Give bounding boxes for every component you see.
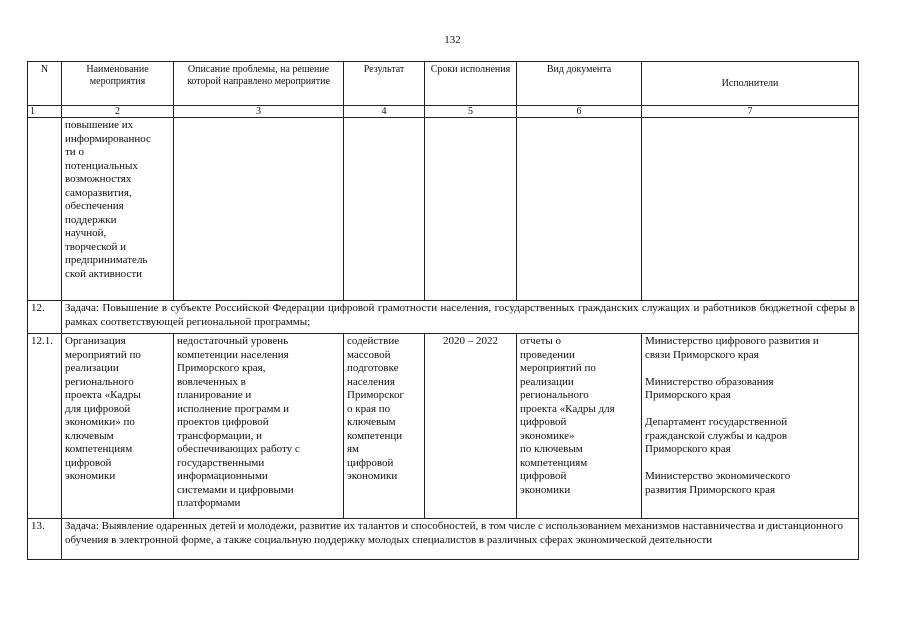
column-numbers-row — [28, 106, 859, 118]
header-executors: Исполнители — [642, 62, 859, 106]
task-13-num: 13. — [28, 519, 62, 560]
measures-table — [27, 61, 859, 560]
column-number: 5 — [425, 106, 517, 118]
task-row-12 — [28, 301, 859, 334]
table-row-12-1 — [28, 334, 859, 519]
table-row-continuation — [28, 118, 859, 301]
cont-result-cell — [344, 118, 425, 301]
column-number: 6 — [517, 106, 642, 118]
row-12-1-executors-cell — [642, 334, 859, 519]
row-12-1-name: Организация мероприятий по реализации регионального проекта «Кадры для цифровой экономики» по ключевым компетенциям цифровой экономики — [65, 335, 141, 482]
row-12-1-deadline: 2020 – 2022 — [425, 334, 517, 519]
column-number: 1 — [28, 106, 62, 118]
column-number: 2 — [62, 106, 174, 118]
row-12-1-result: содействие массовой подготовке населения Приморског о края по ключевым компетенци ям цифровой экономики — [347, 335, 404, 482]
row-12-1-problem: недостаточный уровень компетенции населения Приморского края, вовлеченных в планирование и исполнение программ и проектов цифровой трансформации, и обеспечивающих работу с государственными информационными системами и цифровыми платформами — [177, 335, 300, 509]
task-13-text: Задача: Выявление одаренных детей и молодежи, развитие их талантов и способностей, в том числе с использованием механизмов наставничества и дистанционного обучения в электронной форме, а также социальную поддержку молодых специалистов в различных сферах экономической деятельности — [62, 519, 859, 560]
header-n: N — [28, 62, 62, 106]
header-name: Наименование мероприятия — [62, 62, 174, 106]
cont-problem-cell — [174, 118, 344, 301]
header-document: Вид документа — [517, 62, 642, 106]
cont-deadline-cell — [425, 118, 517, 301]
header-row — [28, 62, 859, 106]
row-12-1-name-cell — [62, 334, 174, 519]
row-12-1-executors: Министерство цифрового развития и связи Приморского края Министерство образования Приморского края Департамент государственной гражданской службы и кадров Приморского края Министерство экономического развития Приморского края — [645, 335, 819, 496]
column-number: 7 — [642, 106, 859, 118]
task-12-num: 12. — [28, 301, 62, 334]
header-problem: Описание проблемы, на решение которой направлено мероприятие — [174, 62, 344, 106]
cont-name-text: повышение их информированнос ти о потенциальных возможностях саморазвития, обеспечения поддержки научной, творческой и предприниматель ской активности — [65, 119, 151, 280]
cont-document-cell — [517, 118, 642, 301]
row-12-1-num: 12.1. — [28, 334, 62, 519]
row-12-1-document: отчеты о проведении мероприятий по реализации регионального проекта «Кадры для цифровой экономике» по ключевым компетенциям цифровой экономики — [520, 335, 615, 496]
row-12-1-result-cell — [344, 334, 425, 519]
cont-executors-cell — [642, 118, 859, 301]
header-result: Результат — [344, 62, 425, 106]
task-12-text: Задача: Повышение в субъекте Российской Федерации цифровой грамотности населения, государственных гражданских служащих и работников бюджетной сферы в рамках соответствующей региональной программы; — [62, 301, 859, 334]
cont-num-cell — [28, 118, 62, 301]
row-12-1-problem-cell — [174, 334, 344, 519]
row-12-1-document-cell — [517, 334, 642, 519]
cont-name-cell — [62, 118, 174, 301]
page-number: 132 — [444, 34, 461, 46]
header-deadline: Сроки исполнения — [425, 62, 517, 106]
column-number: 4 — [344, 106, 425, 118]
column-number: 3 — [174, 106, 344, 118]
task-row-13 — [28, 519, 859, 560]
